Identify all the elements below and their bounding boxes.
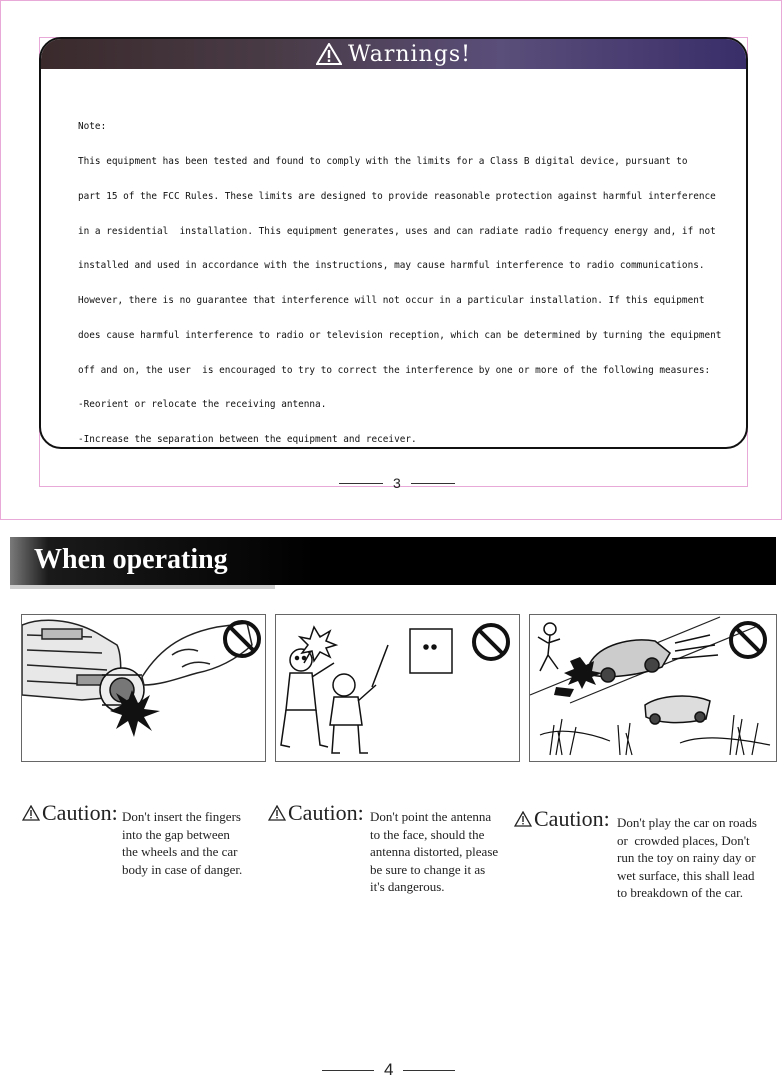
car-drawing (590, 635, 718, 682)
warnings-panel (39, 37, 748, 449)
fcc-line: in a residential installation. This equipment generates, uses and can radiate radio frequency energy and, if not (78, 225, 716, 237)
page-number-text: 4 (384, 1060, 394, 1079)
caution-heading (514, 806, 610, 832)
caution-text: Don't insert the fingers into the gap between the wheels and the car body in case of danger. (122, 809, 243, 877)
child-left-drawing (281, 649, 334, 747)
caution-heading (268, 800, 364, 826)
warning-triangle-icon (316, 43, 342, 65)
section-title: When operating (34, 544, 228, 575)
fcc-line: off and on, the user is encouraged to try to correct the interference by one or more of the following measures: (78, 364, 711, 376)
caution-text: Don't play the car on roads or crowded places, Don't run the toy on rainy day or wet surface, this shall lead to breakdown of the car. (617, 815, 757, 900)
fcc-line: does cause harmful interference to radio or television reception, which can be determined by turning the equipment (78, 329, 722, 341)
fcc-line: Note: (78, 121, 107, 133)
prohibition-icon (474, 625, 508, 659)
warnings-banner (41, 39, 746, 69)
warning-triangle-icon (514, 811, 532, 827)
fcc-line: installed and used in accordance with the instructions, may cause harmful interference to radio communications. (78, 260, 705, 272)
wet-car-drawing (645, 696, 710, 724)
page-number-3 (339, 475, 455, 491)
child-right-drawing (330, 674, 376, 753)
section-underline (10, 585, 275, 589)
fcc-line: This equipment has been tested and found to comply with the limits for a Class B digital device, pursuant to (78, 155, 688, 167)
warnings-title: Warnings! (348, 41, 471, 67)
illustration-car-road (529, 614, 777, 762)
fcc-line: -Increase the separation between the equipment and receiver. (78, 434, 417, 446)
caution-label: Caution: (288, 800, 364, 825)
caution-text: Don't point the antenna to the face, should the antenna distorted, please be sure to change it as it's dangerous. (370, 809, 499, 894)
person-drawing (538, 623, 560, 671)
caution-label: Caution: (42, 800, 118, 825)
fcc-line: part 15 of the FCC Rules. These limits are designed to provide reasonable protection against harmful interference (78, 190, 716, 202)
caution-heading (22, 800, 118, 826)
fcc-line: However, there is no guarantee that interference will not occur in a particular installation. If this equipment (78, 295, 705, 307)
fcc-line: -Reorient or relocate the receiving antenna. (78, 399, 327, 411)
caution-label: Caution: (534, 806, 610, 831)
page-3 (0, 0, 782, 520)
page-number-4 (322, 1060, 455, 1080)
page-number-text: 3 (393, 475, 401, 491)
warning-triangle-icon (268, 805, 286, 821)
prohibition-icon (731, 623, 765, 657)
antenna-line (372, 645, 388, 687)
warning-triangle-icon (22, 805, 40, 821)
illustration-antenna-face (275, 614, 520, 762)
illustration-finger-wheel (21, 614, 266, 762)
fcc-notice (78, 98, 738, 449)
transmitter-drawing (410, 629, 452, 673)
